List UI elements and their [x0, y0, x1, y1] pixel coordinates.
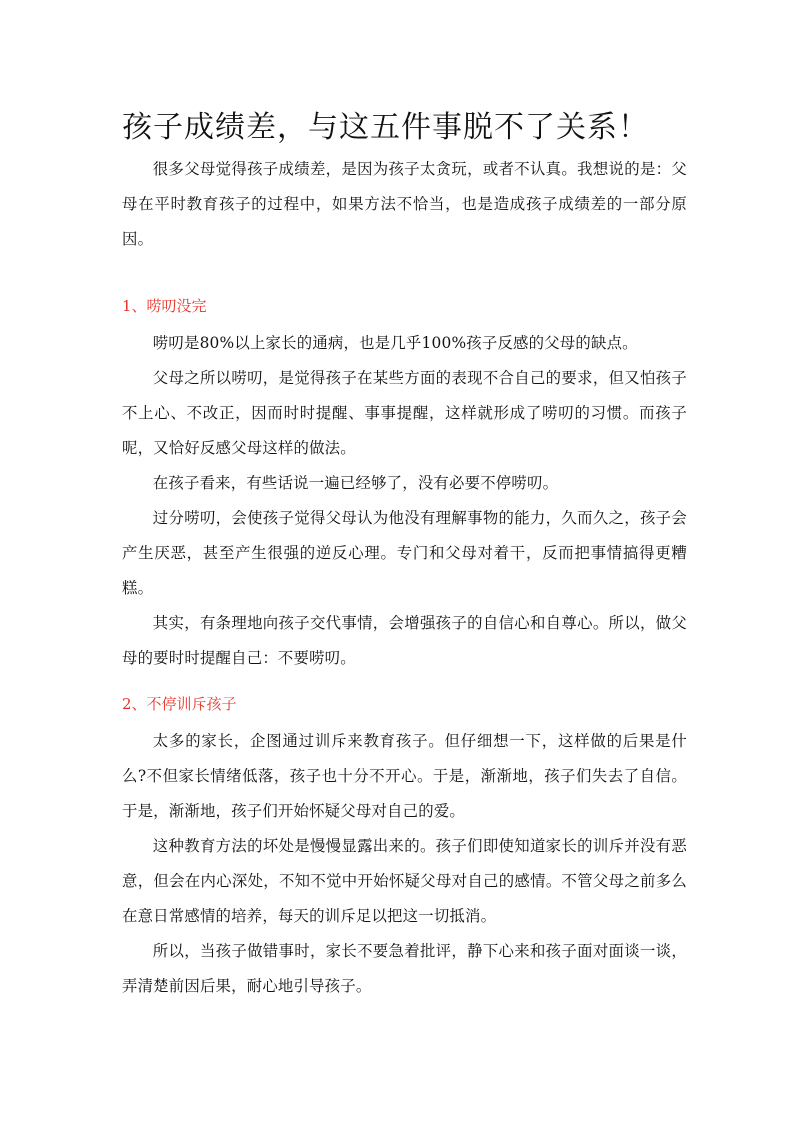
section-heading: 2、不停训斥孩子 — [122, 695, 237, 713]
document-title: 孩子成绩差，与这五件事脱不了关系！ — [122, 110, 649, 145]
paragraph: 所以，当孩子做错事时，家长不要急着批评，静下心来和孩子面对面谈一谈，弄清楚前因后果，耐心地引导孩子。 — [122, 942, 687, 995]
paragraph: 这种教育方法的坏处是慢慢显露出来的。孩子们即使知道家长的训斥并没有恶意，但会在内心深处，不知不觉中开始怀疑父母对自己的感情。不管父母之前多么在意日常感情的培养，每天的训斥足以把这一切抵消。 — [122, 837, 687, 925]
paragraph: 其实，有条理地向孩子交代事情，会增强孩子的自信心和自尊心。所以，做父母的要时时提醒自己：不要唠叨。 — [122, 614, 687, 667]
paragraph: 过分唠叨，会使孩子觉得父母认为他没有理解事物的能力，久而久之，孩子会产生厌恶，甚至产生很强的逆反心理。专门和父母对着干，反而把事情搞得更糟糕。 — [122, 509, 687, 597]
paragraph: 父母之所以唠叨，是觉得孩子在某些方面的表现不合自己的要求，但又怕孩子不上心、不改正，因而时时提醒、事事提醒，这样就形成了唠叨的习惯。而孩子呢，又恰好反感父母这样的做法。 — [122, 369, 687, 457]
section-heading: 1、唠叨没完 — [122, 297, 207, 315]
section-nagging — [122, 292, 687, 676]
intro-block — [122, 152, 687, 257]
paragraph: 在孩子看来，有些话说一遍已经够了，没有必要不停唠叨。 — [152, 474, 559, 492]
intro-paragraph: 很多父母觉得孩子成绩差，是因为孩子太贪玩，或者不认真。我想说的是：父母在平时教育孩子的过程中，如果方法不恰当，也是造成孩子成绩差的一部分原因。 — [122, 160, 687, 248]
section-scolding — [122, 690, 687, 1004]
paragraph: 唠叨是80%以上家长的通病，也是几乎100%孩子反感的父母的缺点。 — [152, 334, 638, 352]
paragraph: 太多的家长，企图通过训斥来教育孩子。但仔细想一下，这样做的后果是什么?不但家长情绪低落，孩子也十分不开心。于是，渐渐地，孩子们失去了自信。于是，渐渐地，孩子们开始怀疑父母对自己的爱。 — [122, 732, 687, 820]
